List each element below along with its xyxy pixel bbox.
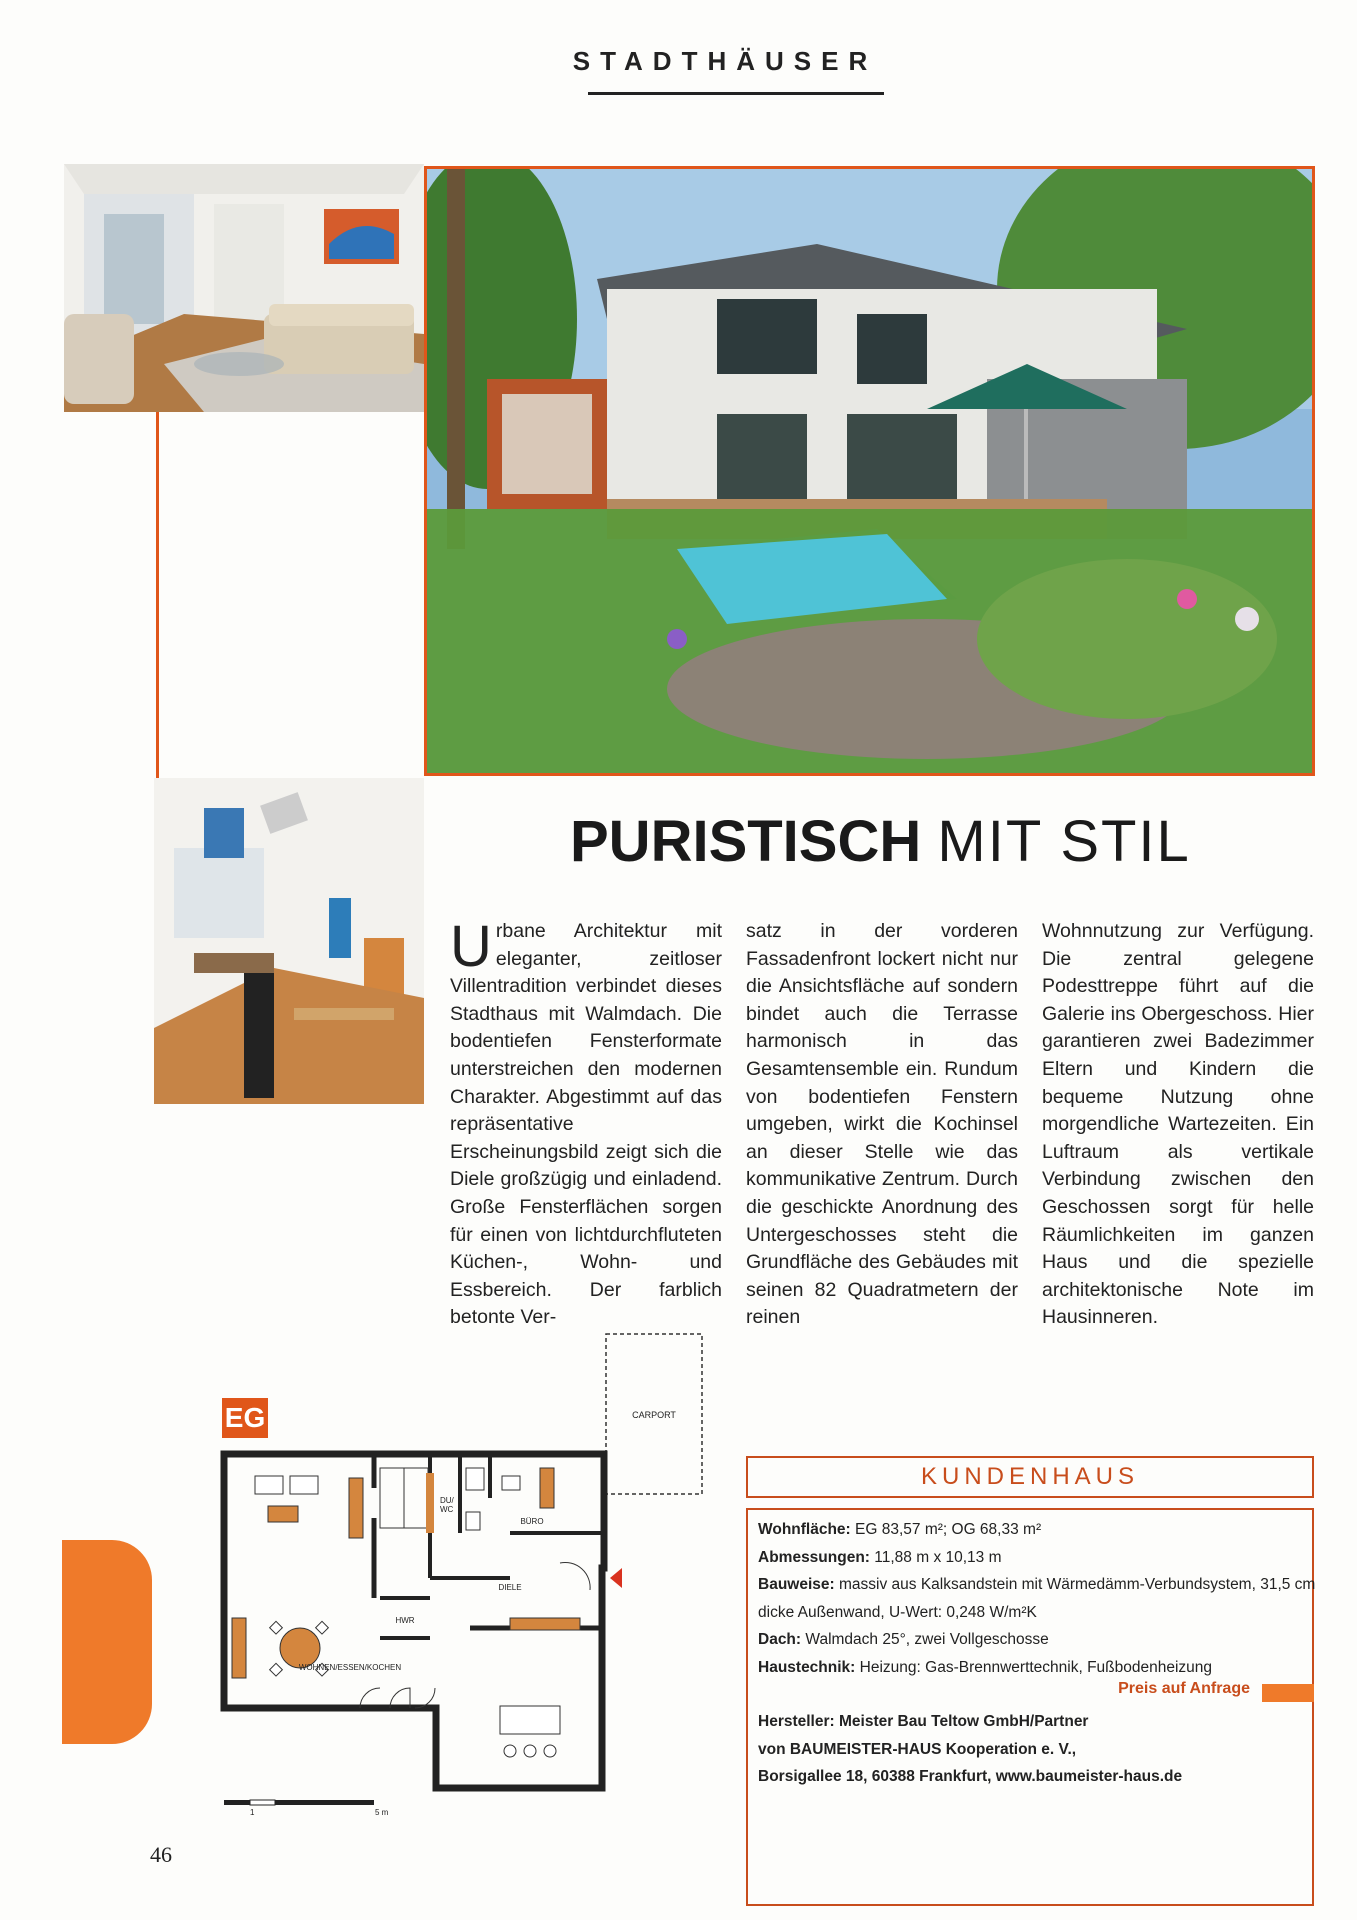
title-bold: PURISTISCH	[570, 809, 922, 874]
house-exterior-photo	[424, 166, 1315, 776]
orange-accent-line	[156, 412, 159, 778]
article-column-1	[450, 914, 722, 1332]
column-3-text: Wohnnutzung zur Verfügung. Die zentral gelegene Podesttreppe führt auf die Galerie ins Obergeschoss. Hier garantieren zwei Badezimmer Eltern und Kindern die bequeme Nutzung ohne morgendliche Wartezeiten. Ein Luftraum als vertikale Verbindung zwischen den Geschossen sorgt für helle Räumlichkeiten im ganzen Haus und die spezielle architektonische Note im Hausinneren.	[1042, 920, 1314, 1329]
room-buero: BÜRO	[520, 1517, 544, 1526]
drop-cap: U	[450, 914, 492, 979]
room-dusche-wc: DU/	[440, 1496, 454, 1505]
abmessungen-value: 11,88 m x 10,13 m	[874, 1548, 1002, 1566]
article-column-2	[746, 918, 1018, 1332]
haustechnik-value: Heizung: Gas-Brennwerttechnik, Fußbodenheizung	[859, 1658, 1213, 1676]
dach-value: Walmdach 25°, zwei Vollgeschosse	[805, 1631, 1049, 1648]
page-number: 46	[150, 1842, 172, 1867]
section-rule	[588, 92, 884, 95]
hersteller-adresse: Borsigallee 18, 60388 Frankfurt, www.baumeister-haus.de	[758, 1768, 1183, 1785]
hersteller-2: von BAUMEISTER-HAUS Kooperation e. V.,	[758, 1740, 1077, 1758]
title-rest: MIT STIL	[937, 809, 1191, 874]
scale-start: 1	[250, 1808, 255, 1817]
bauweise-value: massiv aus Kalksandstein mit Wärmedämm-Verbundsystem, 31,5 cm dicke Außenwand, U-Wert: 0,248 W/m²K	[758, 1576, 1316, 1621]
room-carport: CARPORT	[632, 1410, 676, 1420]
wohnflaeche-label: Wohnfläche:	[758, 1521, 851, 1538]
room-diele: DIELE	[498, 1583, 522, 1592]
wohnflaeche-value: EG 83,57 m²; OG 68,33 m²	[855, 1521, 1042, 1538]
article-column-3	[1042, 918, 1314, 1332]
dach-label: Dach:	[758, 1631, 802, 1648]
room-hwr: HWR	[395, 1616, 415, 1625]
kundenhaus-details	[758, 1516, 1318, 1791]
floor-label: EG	[222, 1398, 268, 1438]
svg-text:WC: WC	[440, 1505, 454, 1514]
orange-side-tab	[62, 1540, 152, 1744]
living-room-photo	[64, 164, 424, 412]
scale-end: 5 m	[375, 1808, 389, 1817]
bauweise-label: Bauweise:	[758, 1576, 835, 1593]
price-note: Preis auf Anfrage	[1118, 1680, 1250, 1697]
price-tag-accent	[1262, 1684, 1314, 1702]
column-2-text: satz in der vorderen Fassadenfront lockert nicht nur die Ansichtsfläche auf sondern bindet auch die Terrasse harmonisch in das Gesamtensemble ein. Rundum von bodentiefen Fenstern umgeben, wirkt die Kochinsel an dieser Stelle wie das kommunikative Zentrum. Durch die geschickte Anordnung des Untergeschosses steht die Grundfläche des Gebäudes mit seinen 82 Quadratmetern der reinen	[746, 920, 1018, 1329]
hersteller: Hersteller: Meister Bau Teltow GmbH/Partner	[758, 1713, 1089, 1730]
section-heading: STADTHÄUSER	[572, 46, 878, 76]
article-title	[570, 808, 1210, 875]
abmessungen-label: Abmessungen:	[758, 1548, 870, 1566]
room-wohnen: WOHNEN/ESSEN/KOCHEN	[298, 1663, 402, 1672]
dining-area-photo	[154, 778, 424, 1104]
column-1-text: rbane Architektur mit eleganter, zeitloser Villentradition verbindet dieses Stadthaus mit Walmdach. Die bodentiefen Fensterformate unterstreichen den modernen Charakter. Abgestimmt auf das repräsentative Erscheinungsbild zeigt sich die Diele großzügig und einladend. Große Fensterflächen sorgen für einen von lichtdurchfluteten Küchen-, Wohn- und Essbereich. Der farblich betonte Ver-	[450, 920, 722, 1329]
kundenhaus-title: KUNDENHAUS	[746, 1456, 1314, 1498]
haustechnik-label: Haustechnik:	[758, 1658, 856, 1676]
floorplan-drawing	[210, 1328, 710, 1818]
